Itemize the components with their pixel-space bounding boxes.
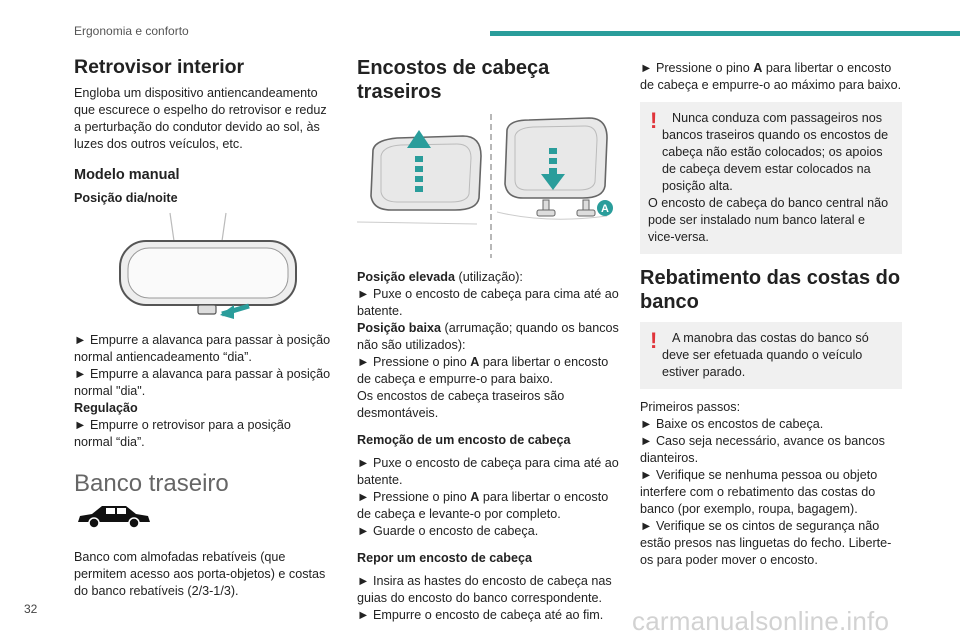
refit-step-2: ► Empurre o encosto de cabeça até ao fim. [357,608,604,622]
pin-a-label: A [601,203,609,215]
header-section-title: Ergonomia e conforto [74,24,189,38]
removal-step-2: ► Pressione o pino A para libertar o encosto de cabeça e levante-o por completo. [357,490,609,521]
rear-seat-title: Banco traseiro [74,470,229,497]
first-steps-label: Primeiros passos: [640,400,741,414]
removal-title: Remoção de um encosto de cabeça [357,433,571,447]
refit-title: Repor um encosto de cabeça [357,551,532,565]
raised-position-line: Posição elevada (utilização): [357,270,523,284]
mirror-intro: Engloba um dispositivo antiencandeamento que escurece o espelho do retrovisor e reduz a perturbação do condutor devido ao sol, às luzes dos outros veículos, etc. [74,86,327,151]
mirror-title: Retrovisor interior [74,56,245,78]
page-number: 32 [24,602,38,616]
refit-step-1: ► Insira as hastes do encosto de cabeça nas guias do encosto do banco correspondente. [357,574,612,605]
regulation-label: Regulação [74,401,138,415]
removal-step-3: ► Guarde o encosto de cabeça. [357,524,539,538]
sedan-car-icon [74,502,154,530]
column-3 [640,60,902,569]
fold-backrest-title: Rebatimento das costas do banco [640,267,901,313]
headrests-title: Encostos de cabeça traseiros [357,57,550,103]
first-step-1: ► Baixe os encostos de cabeça. [640,417,824,431]
removal-step-1: ► Puxe o encosto de cabeça para cima até ao batente. [357,456,619,487]
manual-model-title: Modelo manual [74,167,180,183]
warning-panel-fold [640,322,902,389]
column-1 [74,56,332,600]
mirror-step-2: ► Empurre a alavanca para passar à posição normal "dia". [74,367,331,398]
mirror-step-3: ► Empurre o retrovisor para a posição normal “dia”. [74,418,291,449]
first-step-3: ► Verifique se nenhuma pessoa ou objeto interfere com o rebatimento das costas do banco (por exemplo, roupa, bagagem). [640,468,878,516]
first-step-4: ► Verifique se os cintos de segurança não estão presos nas linguetas do fecho. Liberte-os para poder mover o encosto. [640,519,892,567]
warning-central-headrest-text: O encosto de cabeça do banco central não pode ser instalado num banco lateral e vice-versa. [648,196,889,244]
lower-step: ► Pressione o pino A para libertar o encosto de cabeça e empurre-o ao máximo para baixo. [640,61,902,92]
raised-step: ► Puxe o encosto de cabeça para cima até ao batente. [357,287,619,318]
warning-panel-headrests [640,102,902,254]
warning-headrests-text: Nunca conduza com passageiros nos bancos traseiros quando os encostos de cabeça não estão colocados; os apoios de cabeça devem estar colocados na posição alta. [662,111,889,193]
column-2 [357,56,619,624]
rearview-mirror-illustration [74,211,332,327]
removable-note: Os encostos de cabeça traseiros são desmontáveis. [357,389,565,420]
daynight-label: Posição dia/noite [74,191,178,205]
watermark: carmanualsonline.info [632,606,890,636]
first-step-2: ► Caso seja necessário, avance os bancos dianteiros. [640,434,885,465]
warning-exclamation-icon: ! [650,108,658,133]
low-step: ► Pressione o pino A para libertar o encosto de cabeça e empurre-o para baixo. [357,355,609,386]
low-position-line: Posição baixa (arrumação; quando os bancos não são utilizados): [357,321,619,352]
warning-exclamation-icon: ! [650,328,658,353]
rear-seat-text: Banco com almofadas rebatíveis (que permitem acesso aos porta-objetos) e costas do banco rebatíveis (2/3-1/3). [74,550,326,598]
mirror-step-1: ► Empurre a alavanca para passar à posição normal antiencadeamento “dia”. [74,333,331,364]
headrest-positions-illustration [357,112,619,260]
header-accent-bar [490,31,960,36]
warning-fold-text: A manobra das costas do banco só deve ser efetuada quando o veículo estiver parado. [662,331,869,379]
